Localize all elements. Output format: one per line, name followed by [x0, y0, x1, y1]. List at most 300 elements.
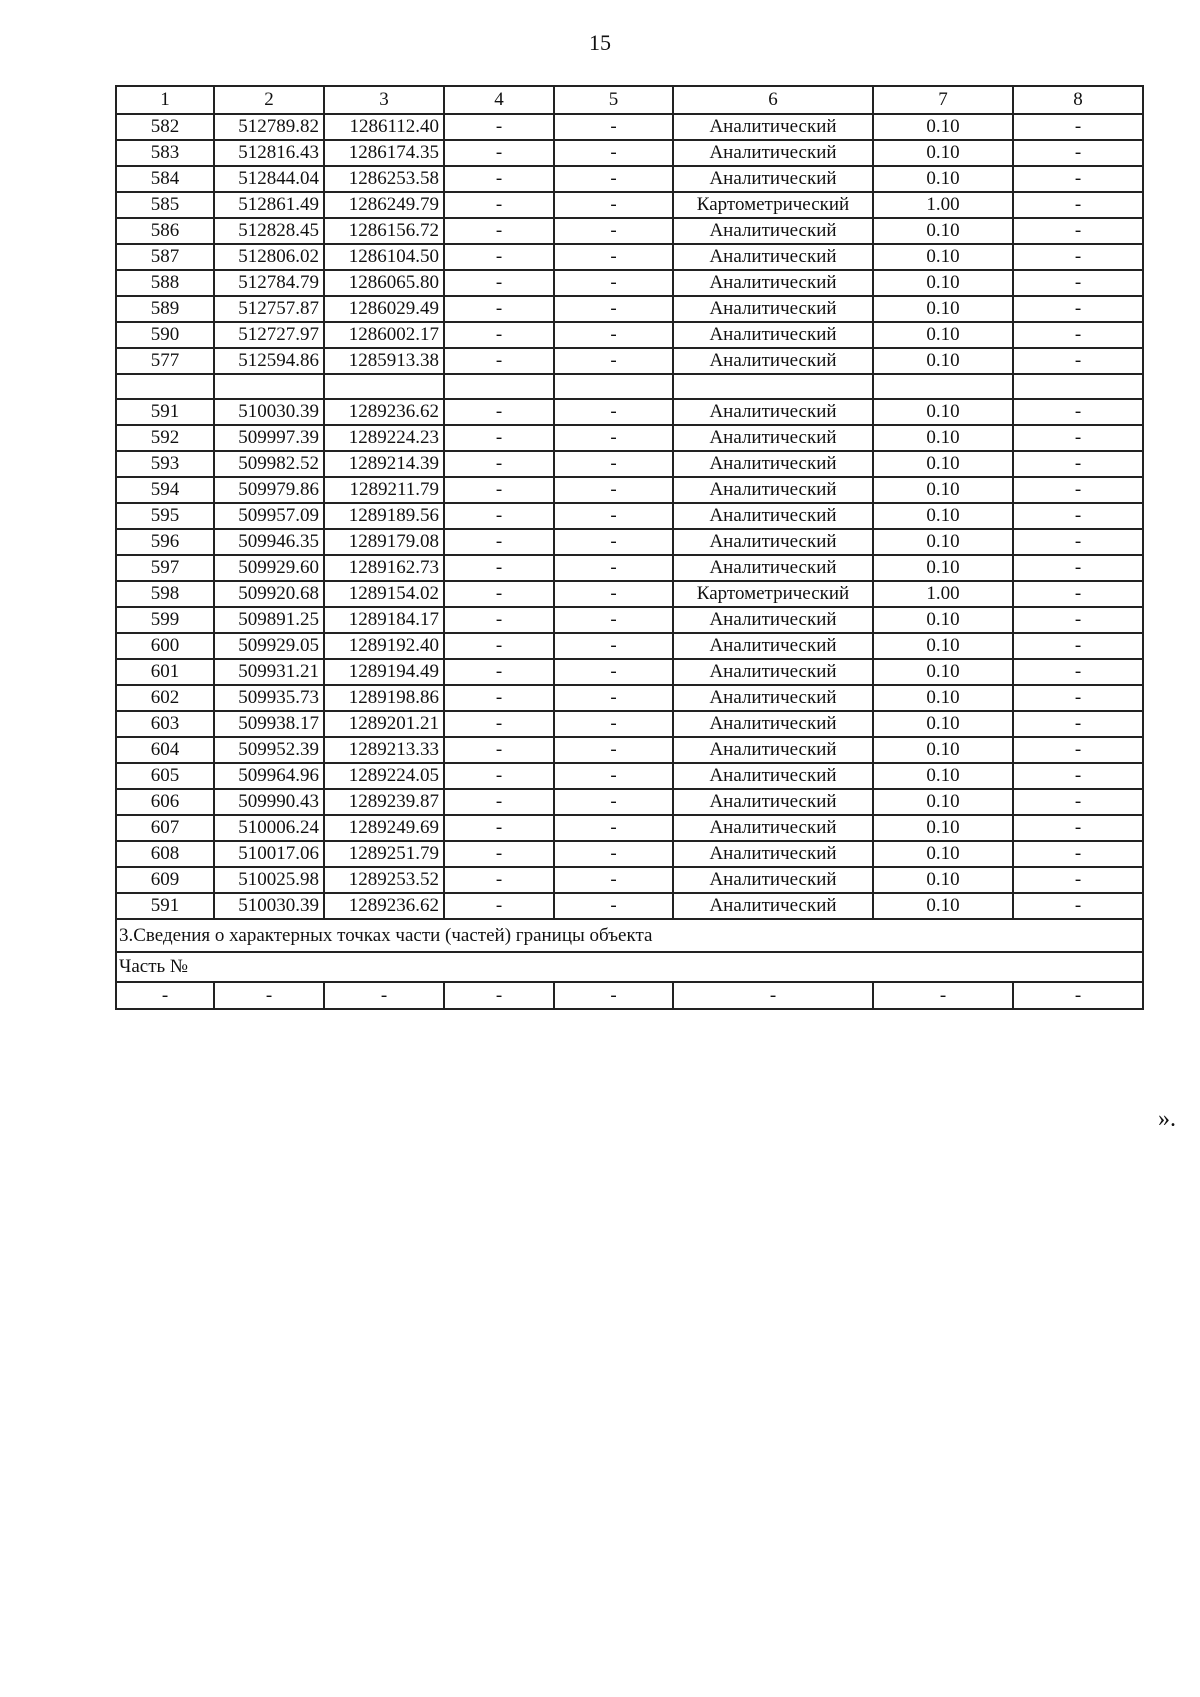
table-cell: - — [554, 503, 673, 529]
table-cell: 1286104.50 — [324, 244, 444, 270]
empty-cell — [673, 374, 873, 399]
table-cell: 585 — [116, 192, 214, 218]
table-cell: Аналитический — [673, 659, 873, 685]
table-cell: Аналитический — [673, 815, 873, 841]
table-cell: - — [1013, 322, 1143, 348]
point-group-1 — [116, 114, 1143, 374]
table-cell: 1285913.38 — [324, 348, 444, 374]
table-cell: 0.10 — [873, 451, 1013, 477]
table-cell: 0.10 — [873, 244, 1013, 270]
table-cell: 0.10 — [873, 218, 1013, 244]
table-cell: 596 — [116, 529, 214, 555]
table-cell: - — [1013, 477, 1143, 503]
table-row — [116, 529, 1143, 555]
table-cell: 1.00 — [873, 581, 1013, 607]
table-cell: - — [1013, 451, 1143, 477]
table-cell: 1289236.62 — [324, 399, 444, 425]
table-row — [116, 711, 1143, 737]
table-cell: 1289239.87 — [324, 789, 444, 815]
table-cell: 509938.17 — [214, 711, 324, 737]
table-cell: - — [1013, 244, 1143, 270]
table-cell: - — [444, 244, 554, 270]
table-cell: 1289184.17 — [324, 607, 444, 633]
part-label-row — [116, 952, 1143, 982]
point-group-2 — [116, 399, 1143, 919]
table-cell: 1289198.86 — [324, 685, 444, 711]
table-cell: - — [444, 581, 554, 607]
table-cell: - — [1013, 841, 1143, 867]
table-cell: 593 — [116, 451, 214, 477]
table-cell: Аналитический — [673, 296, 873, 322]
table-cell: 591 — [116, 893, 214, 919]
table-row — [116, 815, 1143, 841]
table-cell: 509946.35 — [214, 529, 324, 555]
table-cell: - — [554, 399, 673, 425]
table-cell: 1286253.58 — [324, 166, 444, 192]
table-cell: Аналитический — [673, 140, 873, 166]
table-cell: - — [1013, 737, 1143, 763]
table-cell: - — [444, 659, 554, 685]
table-cell: - — [554, 529, 673, 555]
table-cell: - — [1013, 529, 1143, 555]
table-cell: Аналитический — [673, 867, 873, 893]
table-cell: 0.10 — [873, 789, 1013, 815]
table-cell: 594 — [116, 477, 214, 503]
column-header: 7 — [873, 86, 1013, 114]
table-cell: 0.10 — [873, 114, 1013, 140]
table-cell: - — [444, 607, 554, 633]
table-cell: - — [554, 711, 673, 737]
table-cell: 509964.96 — [214, 763, 324, 789]
section-title-row — [116, 919, 1143, 952]
table-cell: Аналитический — [673, 503, 873, 529]
table-cell: - — [1013, 296, 1143, 322]
table-cell: 589 — [116, 296, 214, 322]
table-cell: - — [554, 893, 673, 919]
table-cell: 607 — [116, 815, 214, 841]
table-cell: - — [444, 399, 554, 425]
table-cell: - — [1013, 555, 1143, 581]
table-cell: - — [554, 140, 673, 166]
table-cell: 601 — [116, 659, 214, 685]
table-row — [116, 581, 1143, 607]
table-cell: 0.10 — [873, 322, 1013, 348]
table-cell: - — [444, 322, 554, 348]
table-row — [116, 841, 1143, 867]
table-cell: 0.10 — [873, 633, 1013, 659]
table-cell: 0.10 — [873, 737, 1013, 763]
table-cell: - — [444, 867, 554, 893]
table-cell: - — [444, 218, 554, 244]
table-cell: - — [1013, 763, 1143, 789]
table-cell: - — [444, 451, 554, 477]
column-header: 5 — [554, 86, 673, 114]
table-row — [116, 867, 1143, 893]
table-cell: - — [554, 763, 673, 789]
table-cell: - — [1013, 218, 1143, 244]
table-cell: - — [1013, 685, 1143, 711]
dash-cell: - — [673, 982, 873, 1009]
table-row — [116, 296, 1143, 322]
table-cell: Картометрический — [673, 192, 873, 218]
table-cell: - — [554, 166, 673, 192]
column-header: 2 — [214, 86, 324, 114]
table-cell: 0.10 — [873, 270, 1013, 296]
table-cell: 606 — [116, 789, 214, 815]
column-header: 4 — [444, 86, 554, 114]
table-cell: - — [554, 348, 673, 374]
table-cell: - — [444, 296, 554, 322]
table-cell: Аналитический — [673, 763, 873, 789]
table-cell: 510030.39 — [214, 893, 324, 919]
table-cell: 512806.02 — [214, 244, 324, 270]
table-row — [116, 659, 1143, 685]
table-cell: 0.10 — [873, 399, 1013, 425]
table-cell: - — [444, 348, 554, 374]
table-cell: 510030.39 — [214, 399, 324, 425]
table-cell: - — [554, 296, 673, 322]
table-cell: 509929.05 — [214, 633, 324, 659]
dash-cell: - — [214, 982, 324, 1009]
table-cell: 597 — [116, 555, 214, 581]
table-cell: 512816.43 — [214, 140, 324, 166]
table-cell: 510006.24 — [214, 815, 324, 841]
table-cell: Аналитический — [673, 841, 873, 867]
column-header: 6 — [673, 86, 873, 114]
table-cell: 602 — [116, 685, 214, 711]
table-cell: Аналитический — [673, 166, 873, 192]
table-cell: - — [1013, 607, 1143, 633]
table-cell: 509990.43 — [214, 789, 324, 815]
table-cell: 509935.73 — [214, 685, 324, 711]
table-cell: 509979.86 — [214, 477, 324, 503]
table-cell: - — [1013, 711, 1143, 737]
table-cell: - — [554, 815, 673, 841]
table-cell: 0.10 — [873, 607, 1013, 633]
table-cell: 584 — [116, 166, 214, 192]
table-cell: - — [1013, 140, 1143, 166]
table-cell: - — [1013, 659, 1143, 685]
table-cell: Аналитический — [673, 270, 873, 296]
table-cell: - — [1013, 399, 1143, 425]
table-cell: 0.10 — [873, 296, 1013, 322]
table-row — [116, 218, 1143, 244]
table-cell: - — [444, 140, 554, 166]
table-cell: 509929.60 — [214, 555, 324, 581]
empty-cell — [873, 374, 1013, 399]
table-cell: - — [554, 737, 673, 763]
table-cell: 1289192.40 — [324, 633, 444, 659]
table-cell: 583 — [116, 140, 214, 166]
table-cell: - — [444, 737, 554, 763]
table-cell: - — [444, 633, 554, 659]
table-cell: 0.10 — [873, 711, 1013, 737]
table-cell: 509997.39 — [214, 425, 324, 451]
table-cell: Картометрический — [673, 581, 873, 607]
table-cell: 600 — [116, 633, 214, 659]
table-cell: 0.10 — [873, 529, 1013, 555]
table-cell: 1289253.52 — [324, 867, 444, 893]
table-row — [116, 192, 1143, 218]
part-label: Часть № — [116, 952, 1143, 982]
table-cell: 0.10 — [873, 685, 1013, 711]
table-cell: 1289224.05 — [324, 763, 444, 789]
table-cell: - — [1013, 581, 1143, 607]
table-cell: 512828.45 — [214, 218, 324, 244]
table-cell: 0.10 — [873, 659, 1013, 685]
table-cell: 509982.52 — [214, 451, 324, 477]
table-cell: - — [444, 114, 554, 140]
table-cell: - — [444, 477, 554, 503]
table-cell: - — [554, 192, 673, 218]
parts-section — [116, 919, 1143, 1009]
table-row — [116, 140, 1143, 166]
table-cell: 512594.86 — [214, 348, 324, 374]
table-cell: 0.10 — [873, 867, 1013, 893]
table-cell: 512789.82 — [214, 114, 324, 140]
table-cell: - — [554, 581, 673, 607]
table-cell: - — [554, 659, 673, 685]
table-cell: 510025.98 — [214, 867, 324, 893]
table-cell: 509952.39 — [214, 737, 324, 763]
table-row — [116, 451, 1143, 477]
table-cell: Аналитический — [673, 607, 873, 633]
table-row — [116, 166, 1143, 192]
dash-cell: - — [873, 982, 1013, 1009]
table-cell: - — [444, 270, 554, 296]
table-cell: 1289211.79 — [324, 477, 444, 503]
dash-cell: - — [324, 982, 444, 1009]
table-cell: - — [444, 711, 554, 737]
table-cell: 512861.49 — [214, 192, 324, 218]
table-cell: 1289214.39 — [324, 451, 444, 477]
table-cell: - — [444, 789, 554, 815]
table-cell: 1.00 — [873, 192, 1013, 218]
table-cell: - — [554, 425, 673, 451]
table-row — [116, 633, 1143, 659]
table-cell: 590 — [116, 322, 214, 348]
dash-cell: - — [444, 982, 554, 1009]
table-cell: - — [554, 867, 673, 893]
table-cell: 1289179.08 — [324, 529, 444, 555]
dash-cell: - — [116, 982, 214, 1009]
table-cell: - — [554, 555, 673, 581]
table-cell: Аналитический — [673, 399, 873, 425]
table-cell: 1289251.79 — [324, 841, 444, 867]
table-cell: - — [444, 815, 554, 841]
table-cell: - — [554, 218, 673, 244]
table-row — [116, 244, 1143, 270]
table-cell: 0.10 — [873, 503, 1013, 529]
table-cell: Аналитический — [673, 114, 873, 140]
table-cell: Аналитический — [673, 322, 873, 348]
table-cell: - — [554, 451, 673, 477]
table-cell: - — [554, 841, 673, 867]
table-cell: 604 — [116, 737, 214, 763]
table-cell: - — [1013, 633, 1143, 659]
table-cell: - — [444, 763, 554, 789]
table-cell: - — [444, 555, 554, 581]
table-cell: 512844.04 — [214, 166, 324, 192]
table-cell: - — [1013, 503, 1143, 529]
dash-cell: - — [554, 982, 673, 1009]
table-cell: - — [1013, 270, 1143, 296]
table-cell: - — [444, 841, 554, 867]
table-cell: 1289213.33 — [324, 737, 444, 763]
table-cell: Аналитический — [673, 789, 873, 815]
table-cell: 509931.21 — [214, 659, 324, 685]
table-cell: Аналитический — [673, 555, 873, 581]
table-cell: 0.10 — [873, 893, 1013, 919]
page-number: 15 — [589, 30, 611, 55]
table-cell: 591 — [116, 399, 214, 425]
table-cell: Аналитический — [673, 529, 873, 555]
table-cell: Аналитический — [673, 348, 873, 374]
table-cell: - — [444, 529, 554, 555]
table-cell: 582 — [116, 114, 214, 140]
table-cell: 0.10 — [873, 166, 1013, 192]
table-cell: 1286112.40 — [324, 114, 444, 140]
table-cell: - — [1013, 425, 1143, 451]
column-header: 3 — [324, 86, 444, 114]
table-cell: - — [1013, 114, 1143, 140]
closing-quote-mark: ». — [1158, 1106, 1176, 1132]
table-cell: - — [554, 270, 673, 296]
table-row — [116, 893, 1143, 919]
table-cell: 509920.68 — [214, 581, 324, 607]
table-cell: 598 — [116, 581, 214, 607]
table-cell: - — [554, 685, 673, 711]
table-cell: - — [1013, 815, 1143, 841]
table-cell: 512727.97 — [214, 322, 324, 348]
table-cell: Аналитический — [673, 737, 873, 763]
table-cell: - — [554, 244, 673, 270]
table-row — [116, 763, 1143, 789]
table-cell: 1289189.56 — [324, 503, 444, 529]
table-cell: 0.10 — [873, 841, 1013, 867]
table-cell: - — [1013, 192, 1143, 218]
table-cell: 512784.79 — [214, 270, 324, 296]
table-cell: 1286065.80 — [324, 270, 444, 296]
table-cell: 587 — [116, 244, 214, 270]
table-cell: 1289154.02 — [324, 581, 444, 607]
table-cell: 592 — [116, 425, 214, 451]
table-cell: 509891.25 — [214, 607, 324, 633]
table-cell: Аналитический — [673, 244, 873, 270]
table-cell: - — [444, 425, 554, 451]
table-cell: - — [1013, 867, 1143, 893]
table-cell: 1289236.62 — [324, 893, 444, 919]
table-cell: 586 — [116, 218, 214, 244]
table-row — [116, 789, 1143, 815]
table-cell: Аналитический — [673, 477, 873, 503]
table-cell: 1289194.49 — [324, 659, 444, 685]
empty-cell — [554, 374, 673, 399]
table-row — [116, 503, 1143, 529]
boundary-points-table — [115, 85, 1144, 1010]
table-cell: Аналитический — [673, 633, 873, 659]
table-row — [116, 555, 1143, 581]
group-separator — [116, 374, 1143, 399]
empty-cell — [444, 374, 554, 399]
table-cell: 577 — [116, 348, 214, 374]
table-row — [116, 348, 1143, 374]
table-row — [116, 685, 1143, 711]
empty-cell — [324, 374, 444, 399]
table-cell: 603 — [116, 711, 214, 737]
table-cell: 1289224.23 — [324, 425, 444, 451]
table-cell: 0.10 — [873, 477, 1013, 503]
table-row — [116, 607, 1143, 633]
table-cell: Аналитический — [673, 711, 873, 737]
table-cell: 1289249.69 — [324, 815, 444, 841]
table-cell: - — [444, 893, 554, 919]
table-cell: - — [1013, 789, 1143, 815]
column-header: 1 — [116, 86, 214, 114]
table-cell: 588 — [116, 270, 214, 296]
empty-cell — [214, 374, 324, 399]
empty-cell — [1013, 374, 1143, 399]
table-cell: - — [554, 633, 673, 659]
table-cell: Аналитический — [673, 451, 873, 477]
table-cell: - — [1013, 893, 1143, 919]
table-header-row — [116, 86, 1143, 114]
table-cell: 0.10 — [873, 348, 1013, 374]
table-cell: Аналитический — [673, 893, 873, 919]
section-title: 3.Сведения о характерных точках части (частей) границы объекта — [116, 919, 1143, 952]
table-cell: 0.10 — [873, 763, 1013, 789]
empty-part-row — [116, 982, 1143, 1009]
table-cell: 0.10 — [873, 425, 1013, 451]
table-cell: - — [554, 789, 673, 815]
table-cell: - — [554, 477, 673, 503]
table-cell: - — [554, 114, 673, 140]
dash-cell: - — [1013, 982, 1143, 1009]
empty-cell — [116, 374, 214, 399]
table-cell: - — [444, 685, 554, 711]
table-row — [116, 737, 1143, 763]
table-cell: 0.10 — [873, 815, 1013, 841]
table-cell: - — [554, 607, 673, 633]
table-cell: - — [444, 503, 554, 529]
table-cell: 609 — [116, 867, 214, 893]
column-header: 8 — [1013, 86, 1143, 114]
table-cell: 509957.09 — [214, 503, 324, 529]
table-cell: 512757.87 — [214, 296, 324, 322]
table-row — [116, 425, 1143, 451]
table-cell: - — [554, 322, 673, 348]
table-cell: Аналитический — [673, 685, 873, 711]
table-cell: 1286249.79 — [324, 192, 444, 218]
table-cell: 605 — [116, 763, 214, 789]
table-row — [116, 399, 1143, 425]
table-cell: 595 — [116, 503, 214, 529]
table-cell: 1286174.35 — [324, 140, 444, 166]
table-row — [116, 270, 1143, 296]
table-cell: - — [1013, 348, 1143, 374]
table-cell: 510017.06 — [214, 841, 324, 867]
table-cell: 0.10 — [873, 555, 1013, 581]
table-row — [116, 477, 1143, 503]
table-cell: Аналитический — [673, 218, 873, 244]
table-cell: 1286156.72 — [324, 218, 444, 244]
table-cell: 1286002.17 — [324, 322, 444, 348]
empty-separator-row — [116, 374, 1143, 399]
table-cell: Аналитический — [673, 425, 873, 451]
table-cell: 599 — [116, 607, 214, 633]
table-row — [116, 322, 1143, 348]
table-cell: 1289201.21 — [324, 711, 444, 737]
